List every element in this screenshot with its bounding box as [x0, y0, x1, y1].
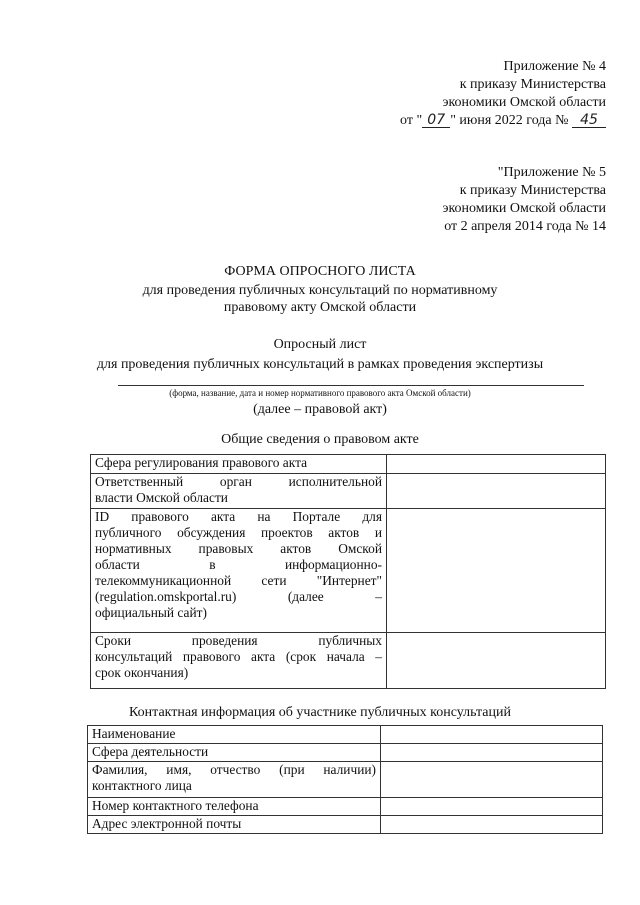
general-info-label: Ответственный орган исполнительной власти Омской области [91, 474, 387, 509]
contact-info-label: Адрес электронной почты [88, 816, 381, 834]
general-info-value-field[interactable] [387, 509, 606, 633]
table-row [91, 633, 606, 689]
approval-new-date-middle: " июня 2022 года № [450, 113, 569, 128]
general-info-label: Сроки проведения публичных консультаций правового акта (срок начала – срок окончания) [91, 633, 387, 689]
approval-new-line1: Приложение № 4 [503, 59, 606, 74]
contact-info-value-field[interactable] [381, 726, 603, 744]
contact-info-label: Наименование [88, 726, 381, 744]
contact-info-label: Сфера деятельности [88, 744, 381, 762]
hereinafter-note: (далее – правовой акт) [253, 402, 387, 417]
handwritten-number: 45 [572, 113, 606, 128]
table-row [88, 762, 603, 798]
general-info-heading: Общие сведения о правовом акте [221, 432, 419, 447]
general-info-value-field[interactable] [387, 633, 606, 689]
approval-block-old [442, 164, 606, 236]
general-info-table [90, 454, 606, 689]
approval-new-line3: экономики Омской области [442, 95, 606, 110]
table-row [88, 798, 603, 816]
contact-info-value-field[interactable] [381, 816, 603, 834]
contact-info-value-field[interactable] [381, 744, 603, 762]
approval-new-date-prefix: от " [400, 113, 423, 128]
contact-info-heading: Контактная информация об участнике публичных консультаций [129, 705, 511, 720]
form-subtitle-line3: правовому акту Омской области [223, 300, 417, 315]
contact-info-value-field[interactable] [381, 798, 603, 816]
table-row [88, 726, 603, 744]
approval-new-line2: к приказу Министерства [459, 77, 606, 92]
approval-old-line4: от 2 апреля 2014 года № 14 [444, 219, 606, 234]
general-info-value-field[interactable] [387, 455, 606, 474]
form-subtitle-line2: для проведения публичных консультаций по нормативному [142, 283, 498, 298]
act-name-caption: (форма, название, дата и номер нормативного правового акта Омской области) [169, 388, 471, 398]
approval-old-line2: к приказу Министерства [459, 183, 606, 198]
approval-old-line1: "Приложение № 5 [497, 165, 606, 180]
general-info-value-field[interactable] [387, 474, 606, 509]
contact-info-value-field[interactable] [381, 762, 603, 798]
questionnaire-heading: Опросный лист [273, 337, 367, 352]
approval-new-date-line [400, 112, 606, 130]
form-heading: ФОРМА ОПРОСНОГО ЛИСТА [224, 264, 416, 279]
approval-block-new [400, 58, 606, 130]
table-row [91, 509, 606, 633]
questionnaire-subheading: для проведения публичных консультаций в рамках проведения экспертизы [96, 357, 544, 372]
general-info-label: Сфера регулирования правового акта [91, 455, 387, 474]
table-row [91, 474, 606, 509]
approval-old-line3: экономики Омской области [442, 201, 606, 216]
act-name-blank-line [118, 385, 584, 386]
contact-info-label: Номер контактного телефона [88, 798, 381, 816]
contact-info-label: Фамилия, имя, отчество (при наличии) контактного лица [88, 762, 381, 798]
contact-info-table [87, 725, 603, 834]
handwritten-day: 07 [422, 113, 450, 128]
table-row [91, 455, 606, 474]
general-info-label: ID правового акта на Портале для публичного обсуждения проектов актов и нормативных правовых актов Омской области в информационно- телекоммуникационной сети "Интернет" (regulation.omskportal.ru) (далее – официальный сайт) [91, 509, 387, 633]
table-row [88, 744, 603, 762]
table-row [88, 816, 603, 834]
